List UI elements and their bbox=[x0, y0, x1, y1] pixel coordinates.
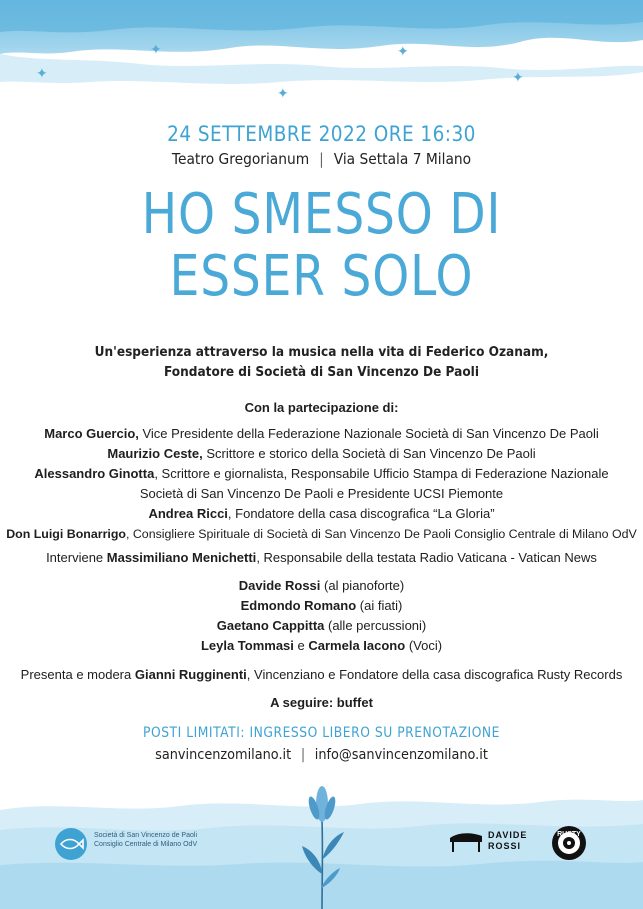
event-title bbox=[51, 184, 591, 308]
musician-row: Leyla Tommasi e Carmela Iacono (Voci) bbox=[200, 638, 443, 653]
musician-row: Edmondo Romano (ai fiati) bbox=[240, 598, 403, 613]
participants-list bbox=[0, 424, 643, 544]
participant-row: Andrea Ricci, Fondatore della casa discografica “La Gloria” bbox=[148, 506, 495, 521]
event-venue bbox=[26, 150, 618, 168]
title-line-2: ESSER SOLO bbox=[169, 244, 474, 309]
fish-logo-icon bbox=[54, 827, 88, 861]
moderator: Presenta e modera Gianni Rugginenti, Vincenziano e Fondatore della casa discografica Rusty Records bbox=[20, 667, 623, 682]
event-date: 24 SETTEMBRE 2022 ORE 16:30 bbox=[167, 122, 476, 146]
event-subtitle bbox=[32, 342, 611, 382]
email-link[interactable]: info@sanvincenzomilano.it bbox=[314, 747, 488, 763]
divider: | bbox=[300, 747, 306, 763]
flower-icon bbox=[292, 784, 352, 909]
musician-row: Davide Rossi (al pianoforte) bbox=[238, 578, 405, 593]
subtitle-line-2: Fondatore di Società di San Vincenzo De Paoli bbox=[163, 364, 480, 380]
contacts bbox=[26, 747, 618, 763]
musicians-list bbox=[0, 576, 643, 656]
participant-row: Società di San Vincenzo De Paoli e Presidente UCSI Piemonte bbox=[139, 486, 504, 501]
participant-row: Don Luigi Bonarrigo, Consigliere Spirituale di Società di San Vincenzo De Paoli Consiglio Centrale di Milano OdV bbox=[6, 527, 637, 541]
participant-row: Marco Guercio, Vice Presidente della Federazione Nazionale Società di San Vincenzo De Paoli bbox=[44, 426, 599, 441]
website-link[interactable]: sanvincenzomilano.it bbox=[155, 747, 292, 763]
piano-icon bbox=[448, 830, 484, 854]
society-council: Consiglio Centrale di Milano OdV bbox=[94, 841, 198, 848]
booking-notice: POSTI LIMITATI: INGRESSO LIBERO SU PRENOTAZIONE bbox=[143, 725, 500, 741]
participant-row: Alessandro Ginotta, Scrittore e giornalista, Responsabile Ufficio Stampa di Federazione Nazionale bbox=[34, 466, 609, 481]
star-icon: ✦ bbox=[36, 65, 48, 81]
subtitle-line-1: Un'esperienza attraverso la musica nella vita di Federico Ozanam, bbox=[94, 344, 549, 360]
top-watercolor-wash bbox=[0, 0, 643, 120]
star-icon: ✦ bbox=[397, 43, 409, 59]
follow-up: A seguire: buffet bbox=[270, 695, 373, 710]
intervention: Interviene Massimiliano Menichetti, Responsabile della testata Radio Vaticana - Vatican News bbox=[46, 550, 597, 565]
divider: | bbox=[319, 150, 324, 168]
star-icon: ✦ bbox=[150, 41, 162, 57]
star-icon: ✦ bbox=[277, 85, 289, 101]
society-name: Società di San Vincenzo de Paoli bbox=[94, 832, 197, 839]
musician-row: Gaetano Cappitta (alle percussioni) bbox=[216, 618, 427, 633]
participation-heading: Con la partecipazione di: bbox=[244, 400, 399, 415]
star-icon: ✦ bbox=[512, 69, 524, 85]
title-line-1: HO SMESSO DI bbox=[141, 182, 502, 247]
venue-name: Teatro Gregorianum bbox=[171, 150, 310, 168]
venue-address: Via Settala 7 Milano bbox=[333, 150, 472, 168]
participant-row: Maurizio Ceste, Scrittore e storico della Società di San Vincenzo De Paoli bbox=[107, 446, 536, 461]
rusty-label: RUSTY bbox=[557, 831, 581, 838]
